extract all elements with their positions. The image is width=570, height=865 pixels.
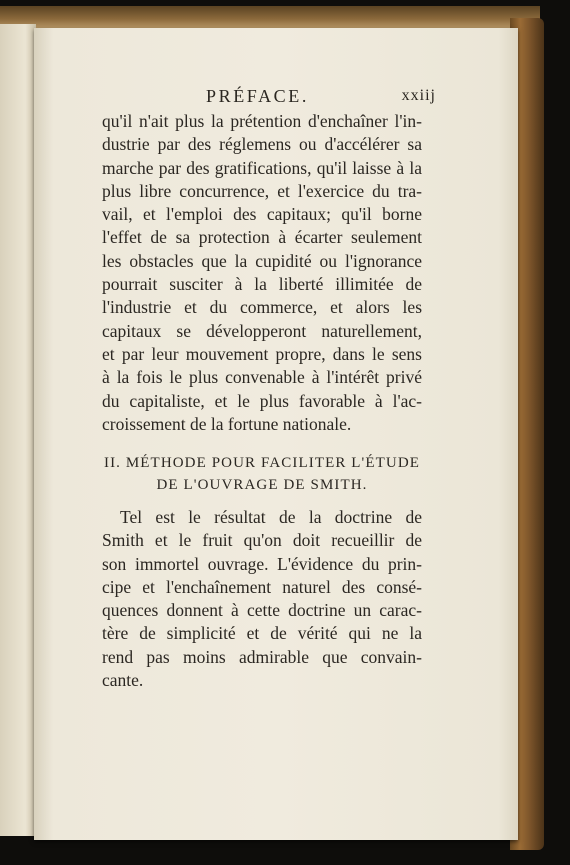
text-line: Smith et le fruit qu'on doit recueillir de <box>102 530 422 551</box>
text-line: son immortel ouvrage. L'évidence du prin- <box>102 553 422 574</box>
text-line: vail, et l'emploi des capitaux; qu'il borne <box>102 204 422 225</box>
paragraph-1 <box>102 110 422 436</box>
text-line: marche par des gratifications, qu'il laisse à la <box>102 157 422 178</box>
text-line: et par leur mouvement propre, dans le sens <box>102 343 422 364</box>
text-line: dustrie par des réglemens ou d'accélérer sa <box>102 134 422 155</box>
text-line: l'effet de sa protection à écarter seulement <box>102 227 422 248</box>
section-heading <box>102 452 422 496</box>
section-heading-line: DE L'OUVRAGE DE SMITH. <box>156 477 368 493</box>
text-line: qu'il n'ait plus la prétention d'enchaîner l'in- <box>102 111 422 131</box>
text-line: les obstacles que la cupidité ou l'ignorance <box>102 250 422 271</box>
text-line: pourrait susciter à la liberté illimitée de <box>102 274 422 295</box>
page-header <box>206 86 436 108</box>
running-title: PRÉFACE. <box>206 86 309 106</box>
text-line: quences donnent à cette doctrine un carac- <box>102 600 422 621</box>
page-number: xxiij <box>401 87 436 104</box>
section-heading-line: II. MÉTHODE POUR FACILITER L'ÉTUDE <box>103 455 421 471</box>
text-line: l'industrie et du commerce, et alors les <box>102 297 422 318</box>
book-cover-top-edge <box>0 6 540 28</box>
text-line: cipe et l'enchaînement naturel des consé- <box>102 576 422 597</box>
text-line: cante. <box>102 670 144 691</box>
text-line: Tel est le résultat de la doctrine de <box>120 507 422 527</box>
text-line: à la fois le plus convenable à l'intérêt privé <box>102 367 422 388</box>
text-line: rend pas moins admirable que convain- <box>102 646 422 667</box>
text-line: tère de simplicité et de vérité qui ne la <box>102 623 422 644</box>
text-line: croissement de la fortune nationale. <box>102 413 352 434</box>
text-line: du capitaliste, et le plus favorable à l'ac- <box>102 390 422 411</box>
text-line: capitaux se développeront naturellement, <box>102 320 422 341</box>
facing-page-edge <box>0 24 36 836</box>
text-line: plus libre concurrence, et l'exercice du tra- <box>102 180 422 201</box>
paragraph-2 <box>102 506 422 692</box>
